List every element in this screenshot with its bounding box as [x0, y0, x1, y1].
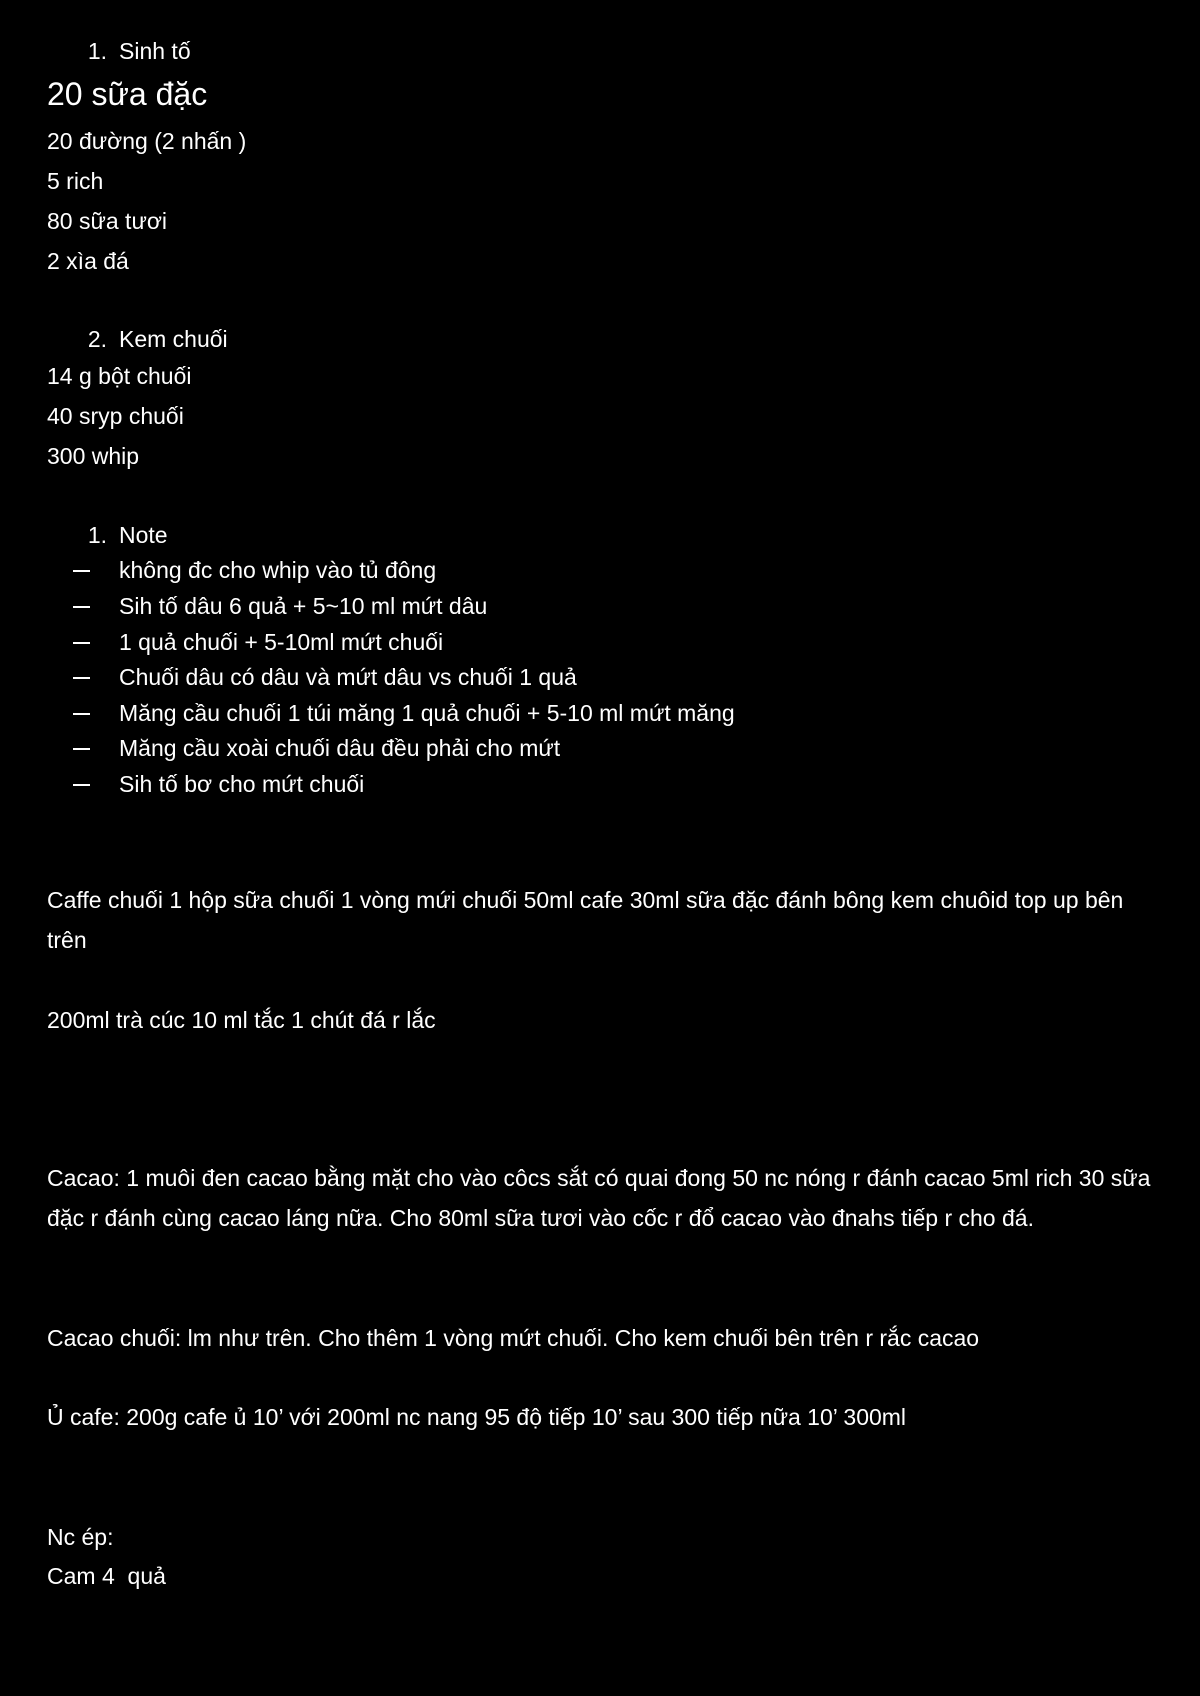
paragraph-u-cafe: Ủ cafe: 200g cafe ủ 10’ với 200ml nc nang 95 độ tiếp 10’ sau 300 tiếp nữa 10’ 300ml	[47, 1404, 907, 1430]
recipe-line: 2 xìa đá	[47, 248, 129, 274]
recipe-line: 5 rich	[47, 168, 104, 194]
recipe-line: 20 đường (2 nhấn )	[47, 128, 247, 154]
note-item: Măng cầu xoài chuối dâu đều phải cho mứt	[119, 735, 561, 761]
note-item: Sih tố bơ cho mứt chuối	[119, 771, 365, 797]
paragraph-cacao: Cacao: 1 muôi đen cacao bằng mặt cho vào côcs sắt có quai đong 50 nc nóng r đánh cacao 5ml rich 30 sữa đặc r đánh cùng cacao láng nữa. Cho 80ml sữa tươi vào cốc r đổ cacao vào đnahs tiếp r cho đá.	[47, 1165, 1151, 1231]
bullet-dash	[73, 642, 90, 644]
recipe-line: 40 sryp chuối	[47, 403, 184, 429]
recipe-line: 14 g bột chuối	[47, 363, 192, 389]
bullet-dash	[73, 713, 90, 715]
note-item: 1 quả chuối + 5-10ml mứt chuối	[119, 629, 444, 655]
recipe-line: 80 sữa tươi	[47, 208, 168, 234]
list-number-kem-chuoi: 2.	[87, 326, 107, 352]
note-item: Sih tố dâu 6 quả + 5~10 ml mứt dâu	[119, 593, 488, 619]
bullet-dash	[73, 748, 90, 750]
bullet-dash	[73, 677, 90, 679]
section-title-note: Note	[119, 522, 168, 548]
paragraph-tra-cuc: 200ml trà cúc 10 ml tắc 1 chút đá r lắc	[47, 1007, 436, 1033]
list-number-note: 1.	[87, 522, 107, 548]
list-number-sinh-to: 1.	[87, 38, 107, 64]
note-item: không đc cho whip vào tủ đông	[119, 557, 437, 583]
bullet-dash	[73, 606, 90, 608]
note-item: Măng cầu chuối 1 túi măng 1 quả chuối + 5-10 ml mứt măng	[119, 700, 735, 726]
nc-ep-title: Nc ép:	[47, 1524, 114, 1550]
bullet-dash	[73, 784, 90, 786]
nc-ep-line: Cam 4 quả	[47, 1563, 166, 1589]
paragraph-cacao-chuoi: Cacao chuối: lm như trên. Cho thêm 1 vòng mứt chuối. Cho kem chuối bên trên r rắc cacao	[47, 1325, 980, 1351]
note-item: Chuối dâu có dâu và mứt dâu vs chuối 1 quả	[119, 664, 577, 690]
heading-sua-dac: 20 sữa đặc	[47, 76, 208, 112]
section-title-kem-chuoi: Kem chuối	[119, 326, 228, 352]
bullet-dash	[73, 570, 90, 572]
section-title-sinh-to: Sinh tố	[119, 38, 191, 64]
recipe-line: 300 whip	[47, 443, 140, 469]
paragraph-caffe-chuoi: Caffe chuối 1 hộp sữa chuối 1 vòng mứi chuối 50ml cafe 30ml sữa đặc đánh bông kem chuôid top up bên trên	[47, 887, 1124, 953]
